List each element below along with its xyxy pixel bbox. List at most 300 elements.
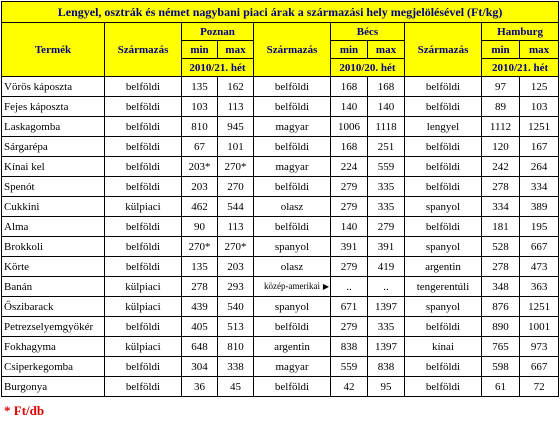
product-name [2, 217, 105, 237]
becs-min [331, 177, 368, 197]
poznan-min [182, 217, 218, 237]
header-min: min [482, 41, 520, 59]
table-row [2, 177, 559, 197]
poznan-max-text: 270 [227, 180, 244, 193]
product-name-text: Fokhagyma [4, 340, 56, 353]
hamburg-min [482, 217, 520, 237]
hamburg-min-text: 242 [492, 160, 509, 173]
poznan-max-text: 810 [227, 340, 244, 353]
poznan-min-text: 462 [191, 200, 208, 213]
becs-origin-text: spanyol [274, 300, 310, 313]
product-name [2, 337, 105, 357]
hamburg-max [520, 257, 559, 277]
poznan-min [182, 337, 218, 357]
becs-max-text: 335 [377, 320, 395, 333]
product-name-text: Laskagomba [4, 120, 61, 133]
product-name [2, 177, 105, 197]
table-row [2, 357, 559, 377]
becs-min-text: 224 [340, 160, 358, 173]
poznan-min [182, 137, 218, 157]
hamburg-origin-text: lengyel [426, 120, 460, 133]
becs-origin [254, 257, 331, 277]
hamburg-min [482, 157, 520, 177]
poznan-origin-text: belföldi [125, 120, 161, 133]
becs-origin [254, 197, 331, 217]
poznan-origin-text: belföldi [125, 320, 161, 333]
poznan-min [182, 277, 218, 297]
poznan-origin-text: belföldi [125, 160, 161, 173]
becs-origin-text: olasz [280, 200, 304, 213]
poznan-min-text: 270* [188, 240, 211, 253]
poznan-origin-text: külpiaci [125, 200, 161, 213]
hamburg-origin [405, 77, 482, 97]
becs-origin-text: belföldi [274, 220, 310, 233]
becs-min-text: 279 [340, 180, 358, 193]
poznan-min [182, 177, 218, 197]
poznan-origin [105, 237, 182, 257]
becs-origin [254, 217, 331, 237]
poznan-min [182, 317, 218, 337]
becs-max [368, 277, 405, 297]
product-name [2, 97, 105, 117]
becs-max-text: 1397 [375, 300, 397, 313]
poznan-min-text: 103 [191, 100, 208, 113]
hamburg-min [482, 197, 520, 217]
becs-origin [254, 77, 331, 97]
hamburg-min-text: 278 [492, 260, 509, 273]
product-name [2, 297, 105, 317]
poznan-max [218, 217, 254, 237]
table-row [2, 337, 559, 357]
becs-origin [254, 357, 331, 377]
hamburg-min [482, 97, 520, 117]
becs-min-text: 279 [340, 260, 358, 273]
poznan-origin-text: belföldi [125, 180, 161, 193]
becs-min-text: 168 [340, 80, 358, 93]
hamburg-min-text: 528 [492, 240, 509, 253]
poznan-min-text: 36 [194, 380, 205, 393]
poznan-min [182, 377, 218, 397]
header-origin-hamburg: Származás [405, 23, 482, 77]
table-row [2, 257, 559, 277]
hamburg-origin [405, 157, 482, 177]
table-row [2, 77, 559, 97]
table-row [2, 377, 559, 397]
hamburg-max [520, 297, 559, 317]
becs-min [331, 377, 368, 397]
hamburg-min [482, 357, 520, 377]
hamburg-max-text: 195 [530, 220, 548, 233]
becs-origin-text: magyar [275, 120, 309, 133]
product-name-text: Fejes káposzta [4, 100, 69, 113]
hamburg-origin-text: tengerentúli [416, 280, 470, 293]
hamburg-max-text: 667 [530, 240, 548, 253]
becs-max-text: 419 [377, 260, 395, 273]
product-name [2, 317, 105, 337]
poznan-max [218, 257, 254, 277]
becs-max [368, 237, 405, 257]
hamburg-max [520, 157, 559, 177]
poznan-max-text: 270* [224, 160, 247, 173]
poznan-origin-text: külpiaci [125, 300, 161, 313]
poznan-origin-text: belföldi [125, 140, 161, 153]
product-name [2, 277, 105, 297]
hamburg-origin-text: kínai [432, 340, 454, 353]
poznan-origin [105, 297, 182, 317]
poznan-max [218, 237, 254, 257]
poznan-origin [105, 317, 182, 337]
price-table [1, 1, 559, 397]
hamburg-min [482, 117, 520, 137]
poznan-origin-text: belföldi [125, 220, 161, 233]
table-body [2, 77, 559, 397]
hamburg-max-text: 167 [530, 140, 548, 153]
hamburg-origin [405, 217, 482, 237]
poznan-origin-text: belföldi [125, 360, 161, 373]
product-name-text: Cukkini [4, 200, 40, 213]
hamburg-min-text: 61 [495, 380, 506, 393]
hamburg-min-text: 120 [492, 140, 509, 153]
hamburg-min [482, 277, 520, 297]
hamburg-min [482, 317, 520, 337]
hamburg-min-text: 348 [492, 280, 509, 293]
product-name [2, 77, 105, 97]
poznan-origin [105, 277, 182, 297]
hamburg-max [520, 277, 559, 297]
becs-origin-text: belföldi [274, 140, 310, 153]
header-market-becs: Bécs [331, 23, 405, 41]
becs-min-text: 1006 [338, 120, 360, 133]
poznan-max-text: 513 [227, 320, 244, 333]
product-name-text: Brokkoli [4, 240, 44, 253]
product-name-text: Körte [4, 260, 30, 273]
becs-min [331, 237, 368, 257]
product-name [2, 117, 105, 137]
becs-max-text: 140 [377, 100, 395, 113]
header-product: Termék [2, 23, 105, 77]
hamburg-min [482, 377, 520, 397]
table-title: Lengyel, osztrák és német nagybani piaci árak a származási hely megjelölésével (Ft/kg) [2, 2, 559, 23]
poznan-origin [105, 217, 182, 237]
hamburg-min-text: 334 [492, 200, 509, 213]
becs-min [331, 197, 368, 217]
header-max: max [368, 41, 405, 59]
poznan-min-text: 135 [191, 80, 208, 93]
becs-origin-text: argentin [274, 340, 310, 353]
poznan-max-text: 293 [227, 280, 244, 293]
poznan-min-text: 304 [191, 360, 208, 373]
hamburg-max-text: 973 [530, 340, 548, 353]
becs-origin-text: magyar [275, 360, 309, 373]
becs-origin-text: spanyol [274, 240, 310, 253]
poznan-min [182, 257, 218, 277]
product-name-text: Banán [4, 280, 33, 293]
hamburg-min [482, 297, 520, 317]
table-row [2, 277, 559, 297]
poznan-min-text: 648 [191, 340, 208, 353]
becs-origin-text: belföldi [274, 320, 310, 333]
header-min: min [182, 41, 218, 59]
poznan-origin [105, 137, 182, 157]
becs-origin [254, 277, 331, 297]
table-row [2, 117, 559, 137]
header-max: max [520, 41, 559, 59]
product-name [2, 357, 105, 377]
poznan-max-text: 113 [227, 220, 244, 233]
hamburg-origin [405, 297, 482, 317]
footnote: * Ft/db [4, 403, 45, 418]
becs-origin [254, 237, 331, 257]
poznan-min [182, 97, 218, 117]
becs-origin [254, 157, 331, 177]
header-week-hamburg: 2010/21. hét [482, 59, 559, 77]
hamburg-min-text: 89 [495, 100, 506, 113]
becs-min-text: 838 [340, 340, 358, 353]
poznan-min-text: 203* [188, 160, 211, 173]
becs-origin-text: olasz [280, 260, 304, 273]
table-row [2, 297, 559, 317]
hamburg-min-text: 890 [492, 320, 509, 333]
poznan-min [182, 157, 218, 177]
hamburg-origin [405, 357, 482, 377]
poznan-origin-text: belföldi [125, 100, 161, 113]
poznan-origin [105, 117, 182, 137]
poznan-max [218, 357, 254, 377]
becs-origin [254, 377, 331, 397]
hamburg-min [482, 257, 520, 277]
poznan-min [182, 117, 218, 137]
table-row [2, 197, 559, 217]
poznan-max [218, 297, 254, 317]
poznan-max [218, 97, 254, 117]
hamburg-max-text: 264 [530, 160, 548, 173]
hamburg-origin [405, 257, 482, 277]
poznan-origin-text: külpiaci [125, 340, 161, 353]
hamburg-origin-text: argentin [425, 260, 461, 273]
hamburg-origin-text: belföldi [425, 320, 461, 333]
hamburg-origin [405, 277, 482, 297]
becs-min [331, 97, 368, 117]
becs-max-text: 335 [377, 200, 395, 213]
header-week-poznan: 2010/21. hét [182, 59, 254, 77]
hamburg-origin-text: belföldi [425, 80, 461, 93]
becs-origin [254, 337, 331, 357]
poznan-max-text: 270* [224, 240, 247, 253]
becs-max [368, 77, 405, 97]
poznan-min-text: 67 [194, 140, 205, 153]
hamburg-max-text: 1251 [528, 300, 551, 313]
becs-max [368, 377, 405, 397]
hamburg-origin-text: spanyol [425, 200, 461, 213]
poznan-min [182, 77, 218, 97]
poznan-max-text: 101 [227, 140, 244, 153]
becs-max [368, 297, 405, 317]
hamburg-origin [405, 197, 482, 217]
poznan-max-text: 540 [227, 300, 244, 313]
poznan-min [182, 237, 218, 257]
hamburg-min [482, 137, 520, 157]
hamburg-origin-text: belföldi [425, 360, 461, 373]
poznan-min [182, 357, 218, 377]
becs-max-text: 335 [377, 180, 395, 193]
becs-min [331, 77, 368, 97]
poznan-origin [105, 357, 182, 377]
becs-min-text: .. [346, 280, 352, 293]
poznan-origin [105, 97, 182, 117]
product-name-text: Burgonya [4, 380, 48, 393]
becs-min-text: 391 [340, 240, 358, 253]
becs-origin-text: magyar [275, 160, 309, 173]
hamburg-max [520, 357, 559, 377]
becs-min [331, 257, 368, 277]
poznan-max [218, 77, 254, 97]
poznan-min-text: 439 [191, 300, 208, 313]
becs-origin-text: belföldi [274, 380, 310, 393]
becs-min-text: 559 [340, 360, 358, 373]
header-origin-becs: Származás [254, 23, 331, 77]
hamburg-min-text: 598 [492, 360, 509, 373]
product-name-text: Sárgarépa [4, 140, 48, 153]
triangle-right-icon: ▶ [322, 282, 329, 291]
hamburg-min-text: 765 [492, 340, 509, 353]
becs-max [368, 177, 405, 197]
becs-max [368, 317, 405, 337]
becs-max [368, 257, 405, 277]
becs-origin-text: belföldi [274, 80, 310, 93]
poznan-origin-text: belföldi [125, 260, 161, 273]
becs-origin-text: közép-amerikai [264, 281, 320, 291]
product-name [2, 137, 105, 157]
hamburg-max [520, 137, 559, 157]
hamburg-max [520, 117, 559, 137]
hamburg-min-text: 181 [492, 220, 509, 233]
becs-origin [254, 137, 331, 157]
header-origin-poznan: Származás [105, 23, 182, 77]
becs-max-text: 391 [377, 240, 395, 253]
hamburg-max-text: 72 [533, 380, 545, 393]
table-row [2, 157, 559, 177]
becs-max-text: 168 [377, 80, 395, 93]
hamburg-min [482, 337, 520, 357]
hamburg-max-text: 389 [530, 200, 548, 213]
poznan-origin-text: belföldi [125, 240, 161, 253]
product-name-text: Spenót [4, 180, 35, 193]
becs-max [368, 197, 405, 217]
becs-max [368, 157, 405, 177]
hamburg-min [482, 237, 520, 257]
hamburg-max [520, 317, 559, 337]
product-name [2, 377, 105, 397]
becs-max-text: 1118 [375, 120, 397, 133]
hamburg-max-text: 1001 [528, 320, 551, 333]
header-max: max [218, 41, 254, 59]
becs-min [331, 337, 368, 357]
poznan-origin-text: belföldi [125, 380, 161, 393]
poznan-max [218, 197, 254, 217]
poznan-max-text: 45 [230, 380, 241, 393]
poznan-origin-text: belföldi [125, 80, 161, 93]
hamburg-max [520, 97, 559, 117]
poznan-min-text: 203 [191, 180, 208, 193]
becs-min [331, 317, 368, 337]
hamburg-max [520, 217, 559, 237]
poznan-max [218, 117, 254, 137]
poznan-max-text: 113 [227, 100, 244, 113]
becs-max-text: 838 [377, 360, 395, 373]
hamburg-origin-text: belföldi [425, 380, 461, 393]
becs-max [368, 217, 405, 237]
product-name-text: Csiperkegomba [4, 360, 74, 373]
becs-max-text: 95 [380, 380, 392, 393]
poznan-min-text: 135 [191, 260, 208, 273]
hamburg-max [520, 337, 559, 357]
poznan-max-text: 544 [227, 200, 244, 213]
product-name [2, 157, 105, 177]
becs-origin-text: belföldi [274, 100, 310, 113]
hamburg-max [520, 237, 559, 257]
poznan-max [218, 377, 254, 397]
poznan-max [218, 317, 254, 337]
product-name-text: Petrezselyemgyökér [4, 320, 94, 333]
poznan-min [182, 197, 218, 217]
poznan-min [182, 297, 218, 317]
poznan-origin [105, 337, 182, 357]
becs-max-text: 251 [377, 140, 395, 153]
becs-origin [254, 117, 331, 137]
table-row [2, 237, 559, 257]
becs-min-text: 671 [340, 300, 358, 313]
hamburg-origin [405, 177, 482, 197]
hamburg-origin [405, 377, 482, 397]
hamburg-origin-text: spanyol [425, 300, 461, 313]
poznan-max-text: 338 [227, 360, 244, 373]
poznan-max [218, 137, 254, 157]
product-name-text: Alma [4, 220, 29, 233]
poznan-max-text: 203 [227, 260, 244, 273]
poznan-max-text: 162 [227, 80, 244, 93]
becs-origin [254, 317, 331, 337]
becs-min [331, 157, 368, 177]
poznan-max [218, 157, 254, 177]
table-row [2, 217, 559, 237]
poznan-max-text: 945 [227, 120, 244, 133]
product-name [2, 197, 105, 217]
becs-min [331, 357, 368, 377]
hamburg-min [482, 177, 520, 197]
poznan-max [218, 277, 254, 297]
becs-max [368, 337, 405, 357]
table-row [2, 97, 559, 117]
hamburg-origin-text: belföldi [425, 220, 461, 233]
hamburg-origin [405, 117, 482, 137]
becs-max-text: 279 [377, 220, 395, 233]
hamburg-origin [405, 237, 482, 257]
hamburg-min-text: 876 [492, 300, 509, 313]
hamburg-origin [405, 337, 482, 357]
poznan-min-text: 810 [191, 120, 208, 133]
hamburg-max-text: 363 [530, 280, 548, 293]
hamburg-max-text: 1251 [528, 120, 551, 133]
hamburg-max [520, 377, 559, 397]
hamburg-origin-text: spanyol [425, 240, 461, 253]
becs-min [331, 217, 368, 237]
becs-origin-text: belföldi [274, 180, 310, 193]
hamburg-max [520, 77, 559, 97]
poznan-max [218, 177, 254, 197]
becs-max-text: 1397 [375, 340, 397, 353]
hamburg-max [520, 197, 559, 217]
hamburg-min-text: 278 [492, 180, 509, 193]
